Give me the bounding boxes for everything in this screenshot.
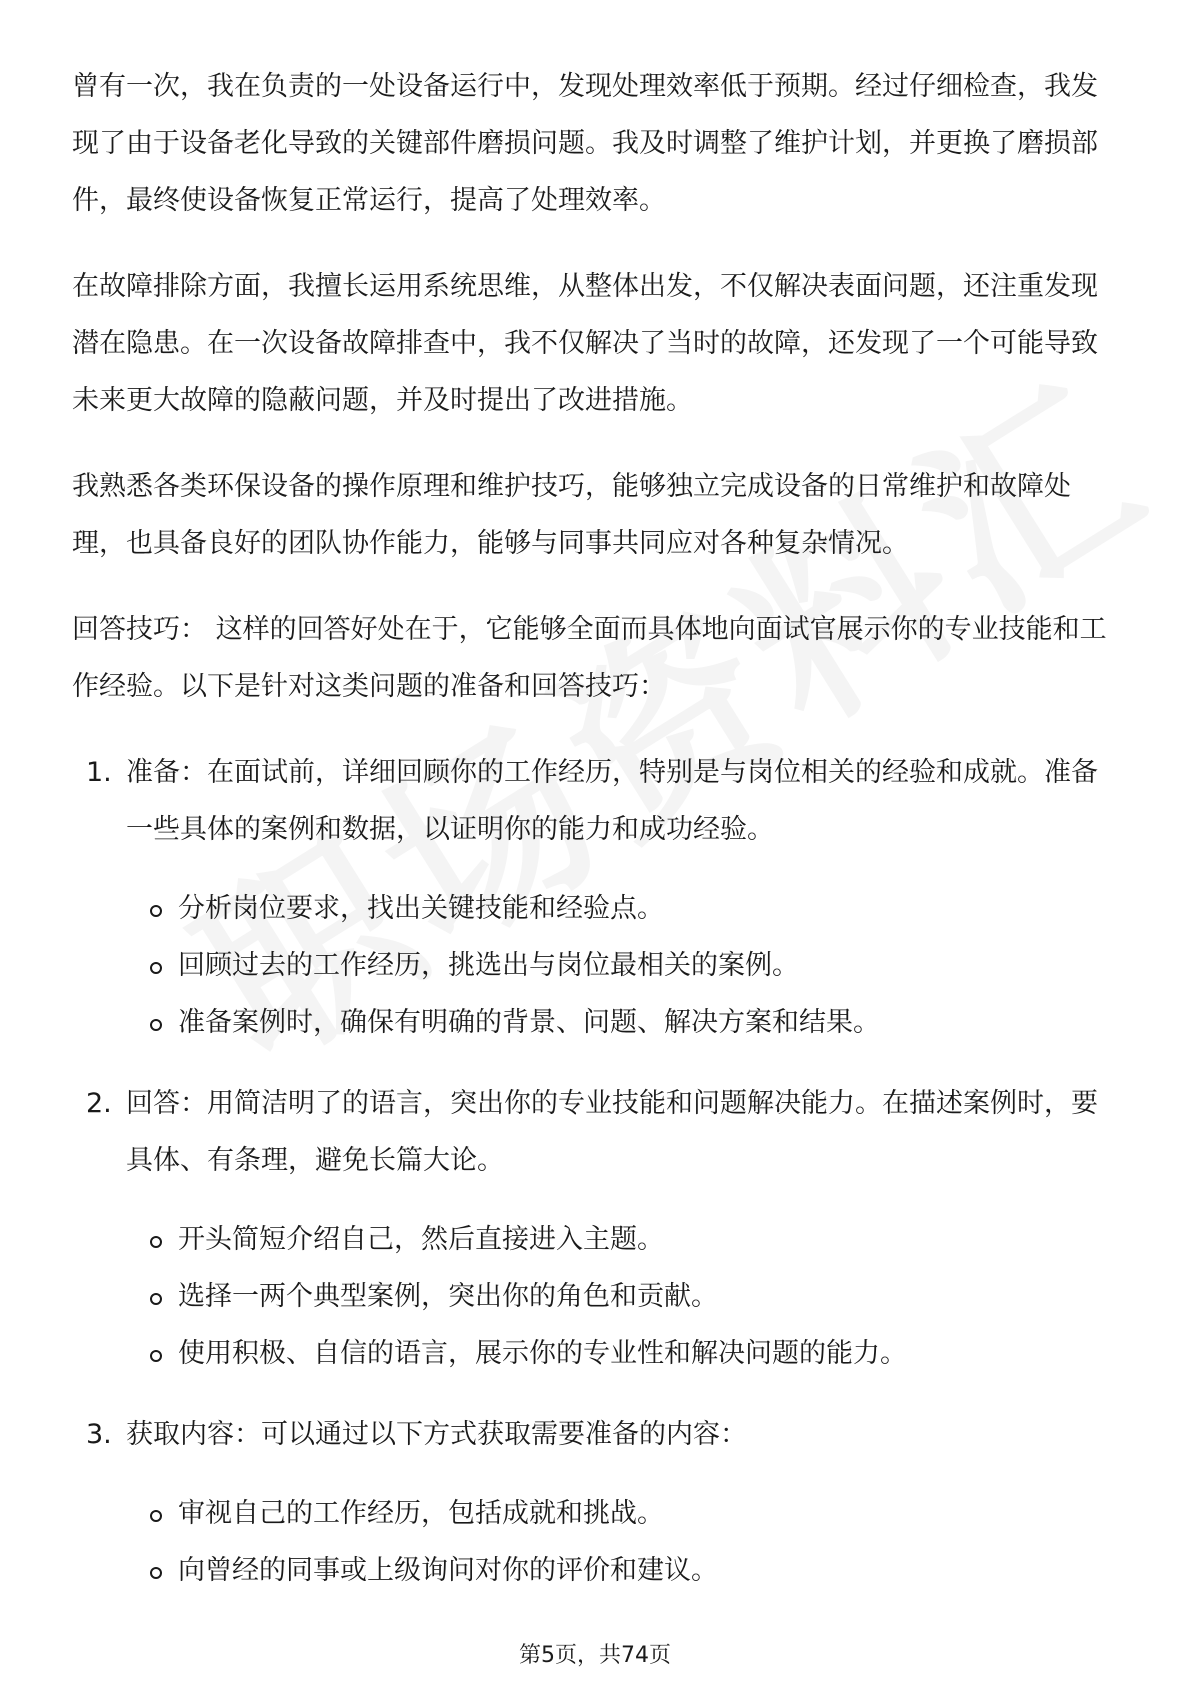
list-item-text: 审视自己的工作经历，包括成就和挑战。 — [178, 1498, 664, 1529]
item-number: 2. — [86, 1088, 112, 1119]
paragraph: 在故障排除方面，我擅长运用系统思维，从整体出发，不仅解决表面问题，还注重发现潜在隐患。在一次设备故障排查中，我不仅解决了当时的故障，还发现了一个可能导致未来更大故障的隐蔽问题，并及时提出了改进措施。 — [72, 271, 1098, 416]
document-body — [72, 58, 1122, 1623]
list-item-text: 分析岗位要求，找出关键技能和经验点。 — [178, 893, 664, 924]
list-item-text: 使用积极、自信的语言，展示你的专业性和解决问题的能力。 — [178, 1338, 907, 1369]
item-text: 准备：在面试前，详细回顾你的工作经历，特别是与岗位相关的经验和成就。准备一些具体的案例和数据，以证明你的能力和成功经验。 — [126, 757, 1098, 845]
list-item-text: 准备案例时，确保有明确的背景、问题、解决方案和结果。 — [178, 1007, 880, 1038]
paragraph: 我熟悉各类环保设备的操作原理和维护技巧，能够独立完成设备的日常维护和故障处理，也具备良好的团队协作能力，能够与同事共同应对各种复杂情况。 — [72, 471, 1071, 559]
bullet-circle-icon — [150, 1350, 162, 1362]
list-item-text: 开头简短介绍自己，然后直接进入主题。 — [178, 1224, 664, 1255]
list-item — [72, 880, 1122, 937]
paragraph: 曾有一次，我在负责的一处设备运行中，发现处理效率低于预期。经过仔细检查，我发现了由于设备老化导致的关键部件磨损问题。我及时调整了维护计划，并更换了磨损部件，最终使设备恢复正常运行，提高了处理效率。 — [72, 71, 1098, 216]
bullet-list — [72, 1211, 1122, 1382]
list-item — [72, 1211, 1122, 1268]
list-item-text: 回顾过去的工作经历，挑选出与岗位最相关的案例。 — [178, 950, 799, 981]
bullet-list — [72, 880, 1122, 1051]
list-item-text: 选择一两个典型案例，突出你的角色和贡献。 — [178, 1281, 718, 1312]
list-item — [72, 1485, 1122, 1542]
bullet-list — [72, 1485, 1122, 1599]
paragraph: 回答技巧： 这样的回答好处在于，它能够全面而具体地向面试官展示你的专业技能和工作经验。以下是针对这类问题的准备和回答技巧： — [72, 614, 1107, 702]
item-text: 获取内容：可以通过以下方式获取需要准备的内容： — [126, 1419, 747, 1450]
item-number: 3. — [86, 1419, 112, 1450]
list-item — [72, 1268, 1122, 1325]
bullet-circle-icon — [150, 1567, 162, 1579]
item-number: 1. — [86, 757, 112, 788]
numbered-item — [72, 1075, 1122, 1189]
list-item — [72, 994, 1122, 1051]
bullet-circle-icon — [150, 1293, 162, 1305]
bullet-circle-icon — [150, 1019, 162, 1031]
bullet-circle-icon — [150, 962, 162, 974]
list-item — [72, 1542, 1122, 1599]
bullet-circle-icon — [150, 1236, 162, 1248]
list-item-text: 向曾经的同事或上级询问对你的评价和建议。 — [178, 1555, 718, 1586]
numbered-item — [72, 744, 1122, 858]
bullet-circle-icon — [150, 905, 162, 917]
list-item — [72, 937, 1122, 994]
item-text: 回答：用简洁明了的语言，突出你的专业技能和问题解决能力。在描述案例时，要具体、有条理，避免长篇大论。 — [126, 1088, 1098, 1176]
list-item — [72, 1325, 1122, 1382]
numbered-item — [72, 1406, 1122, 1463]
bullet-circle-icon — [150, 1510, 162, 1522]
page-number: 第5页，共74页 — [519, 1643, 671, 1668]
